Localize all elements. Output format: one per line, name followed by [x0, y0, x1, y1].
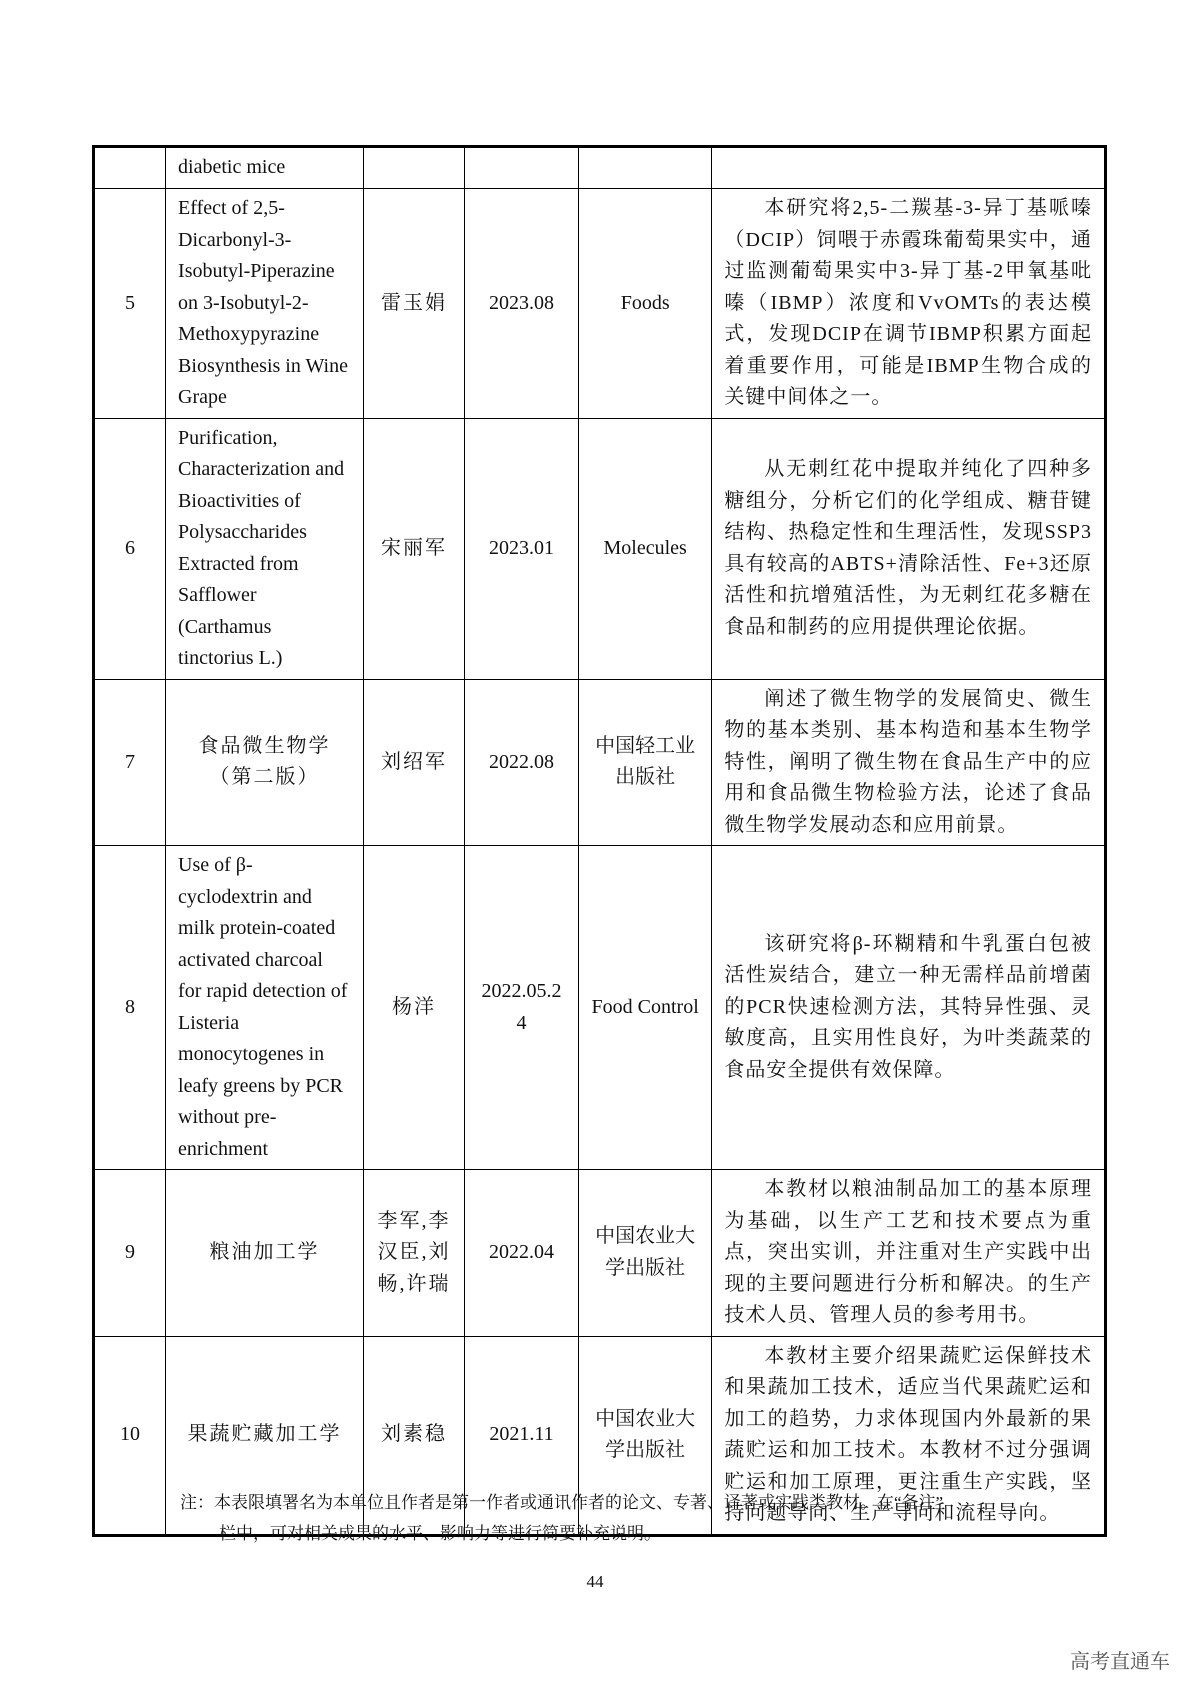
row-note: 本研究将2,5-二羰基-3-异丁基哌嗪（DCIP）饲喂于赤霞珠葡萄果实中，通过监测葡萄果实中3-异丁基-2甲氧基吡嗪（IBMP）浓度和VvOMTs的表达模式，发现DCIP在调节IBMP积累方面起着重要作用，可能是IBMP生物合成的关键中间体之一。 [712, 189, 1106, 419]
row-author: 李军,李汉臣,刘畅,许瑞 [363, 1170, 464, 1337]
footnote-line-1: 注：本表限填署名为本单位且作者是第一作者或通讯作者的论文、专著、译著或实践类教材。在“备注” [180, 1493, 944, 1512]
row-note: 本教材以粮油制品加工的基本原理为基础，以生产工艺和技术要点为重点，突出实训，并注重对生产实践中出现的主要问题进行分析和解决。的生产技术人员、管理人员的参考用书。 [712, 1170, 1106, 1337]
row-title: Purification, Characterization and Bioactivities of Polysaccharides Extracted from Safflower (Carthamus tinctorius L.) [166, 418, 364, 679]
row-number: 7 [94, 679, 166, 846]
row-title: Effect of 2,5-Dicarbonyl-3-Isobutyl-Piperazine on 3-Isobutyl-2-Methoxypyrazine Biosynthesis in Wine Grape [166, 189, 364, 419]
row-publisher: Food Control [578, 846, 711, 1170]
row-date: 2021.11 [465, 1336, 579, 1535]
row-publisher: Molecules [578, 418, 711, 679]
row-title: Use of β-cyclodextrin and milk protein-coated activated charcoal for rapid detection of Listeria monocytogenes in leafy greens by PCR without pre-enrichment [166, 846, 364, 1170]
page-number: 44 [586, 1572, 604, 1591]
table-row [94, 1170, 1106, 1337]
row-publisher [578, 147, 711, 189]
row-date: 2023.01 [465, 418, 579, 679]
table-row [94, 418, 1106, 679]
row-note: 从无刺红花中提取并纯化了四种多糖组分，分析它们的化学组成、糖苷键结构、热稳定性和生理活性，发现SSP3具有较高的ABTS+清除活性、Fe+3还原活性和抗增殖活性，为无刺红花多糖在食品和制药的应用提供理论依据。 [712, 418, 1106, 679]
footnote-line-2: 栏中，可对相关成果的水平、影响力等进行简要补充说明。 [219, 1524, 661, 1543]
achievements-table [92, 145, 1107, 1537]
row-title: 食品微生物学（第二版） [166, 679, 364, 846]
table-row [94, 846, 1106, 1170]
row-number: 10 [94, 1336, 166, 1535]
row-note [712, 147, 1106, 189]
row-date: 2022.05.24 [465, 846, 579, 1170]
row-number [94, 147, 166, 189]
row-author [363, 147, 464, 189]
row-author: 雷玉娟 [363, 189, 464, 419]
row-author: 宋丽军 [363, 418, 464, 679]
row-note: 阐述了微生物学的发展简史、微生物的基本类别、基本构造和基本生物学特性，阐明了微生物在食品生产中的应用和食品微生物检验方法，论述了食品微生物学发展动态和应用前景。 [712, 679, 1106, 846]
row-publisher: 中国轻工业出版社 [578, 679, 711, 846]
table-row [94, 147, 1106, 189]
row-publisher: 中国农业大学出版社 [578, 1336, 711, 1535]
row-author: 杨洋 [363, 846, 464, 1170]
table-footnote [180, 1487, 1040, 1549]
row-author: 刘绍军 [363, 679, 464, 846]
row-date: 2022.08 [465, 679, 579, 846]
row-publisher: 中国农业大学出版社 [578, 1170, 711, 1337]
row-title: 粮油加工学 [166, 1170, 364, 1337]
row-note: 本教材主要介绍果蔬贮运保鲜技术和果蔬加工技术，适应当代果蔬贮运和加工的趋势，力求体现国内外最新的果蔬贮运和加工技术。本教材不过分强调贮运和加工原理，更注重生产实践，坚持问题导向、生产导向和流程导向。 [712, 1336, 1106, 1535]
row-title: diabetic mice [166, 147, 364, 189]
row-date: 2023.08 [465, 189, 579, 419]
row-publisher: Foods [578, 189, 711, 419]
row-title: 果蔬贮藏加工学 [166, 1336, 364, 1535]
row-number: 8 [94, 846, 166, 1170]
row-number: 9 [94, 1170, 166, 1337]
row-author: 刘素稳 [363, 1336, 464, 1535]
row-date: 2022.04 [465, 1170, 579, 1337]
row-number: 5 [94, 189, 166, 419]
row-number: 6 [94, 418, 166, 679]
row-note: 该研究将β-环糊精和牛乳蛋白包被活性炭结合，建立一种无需样品前增菌的PCR快速检测方法，其特异性强、灵敏度高，且实用性良好，为叶类蔬菜的食品安全提供有效保障。 [712, 846, 1106, 1170]
table-row [94, 189, 1106, 419]
row-date [465, 147, 579, 189]
table-row [94, 679, 1106, 846]
watermark: 高考直通车 [1070, 1649, 1170, 1673]
